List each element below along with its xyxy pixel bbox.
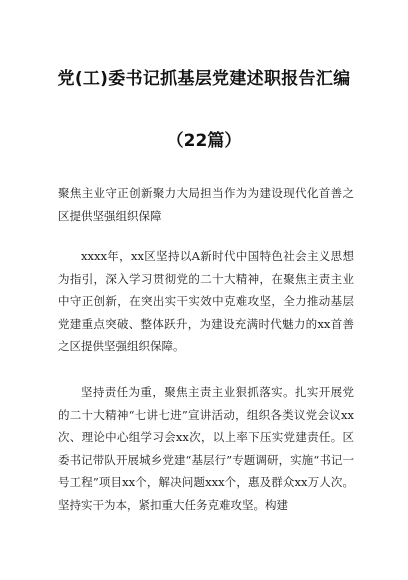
document-title: 党(工)委书记抓基层党建述职报告汇编 — [57, 69, 351, 89]
body-paragraph-1: xxxx年，xx区坚持以A新时代中国特色社会主义思想为指引，深入学习贯彻党的二十大精神，在聚焦主责主业中守正创新，在突出实干实效中克难攻坚，全力推动基层党建重点突破、整体跃升，为建设充满时代魅力的xx首善之区提供坚强组织保障。 — [58, 249, 354, 353]
body-paragraph-2: 坚持责任为重，聚焦主责主业狠抓落实。扎实开展党的二十大精神“七讲七进”宣讲活动，组织各类议党会议xx次、理论中心组学习会xx次，以上率下压实党建责任。区委书记带队开展城乡党建“基层行”专题调研，实施“书记一号工程”项目xx个，解决问题xxx个，惠及群众xx万人次。坚持实干为本，紧扣重大任务克难攻坚。构建 — [58, 385, 354, 512]
document-subtitle: （22篇） — [166, 131, 242, 151]
section-heading: 聚焦主业守正创新聚力大局担当作为为建设现代化首善之区提供坚强组织保障 — [58, 186, 354, 223]
